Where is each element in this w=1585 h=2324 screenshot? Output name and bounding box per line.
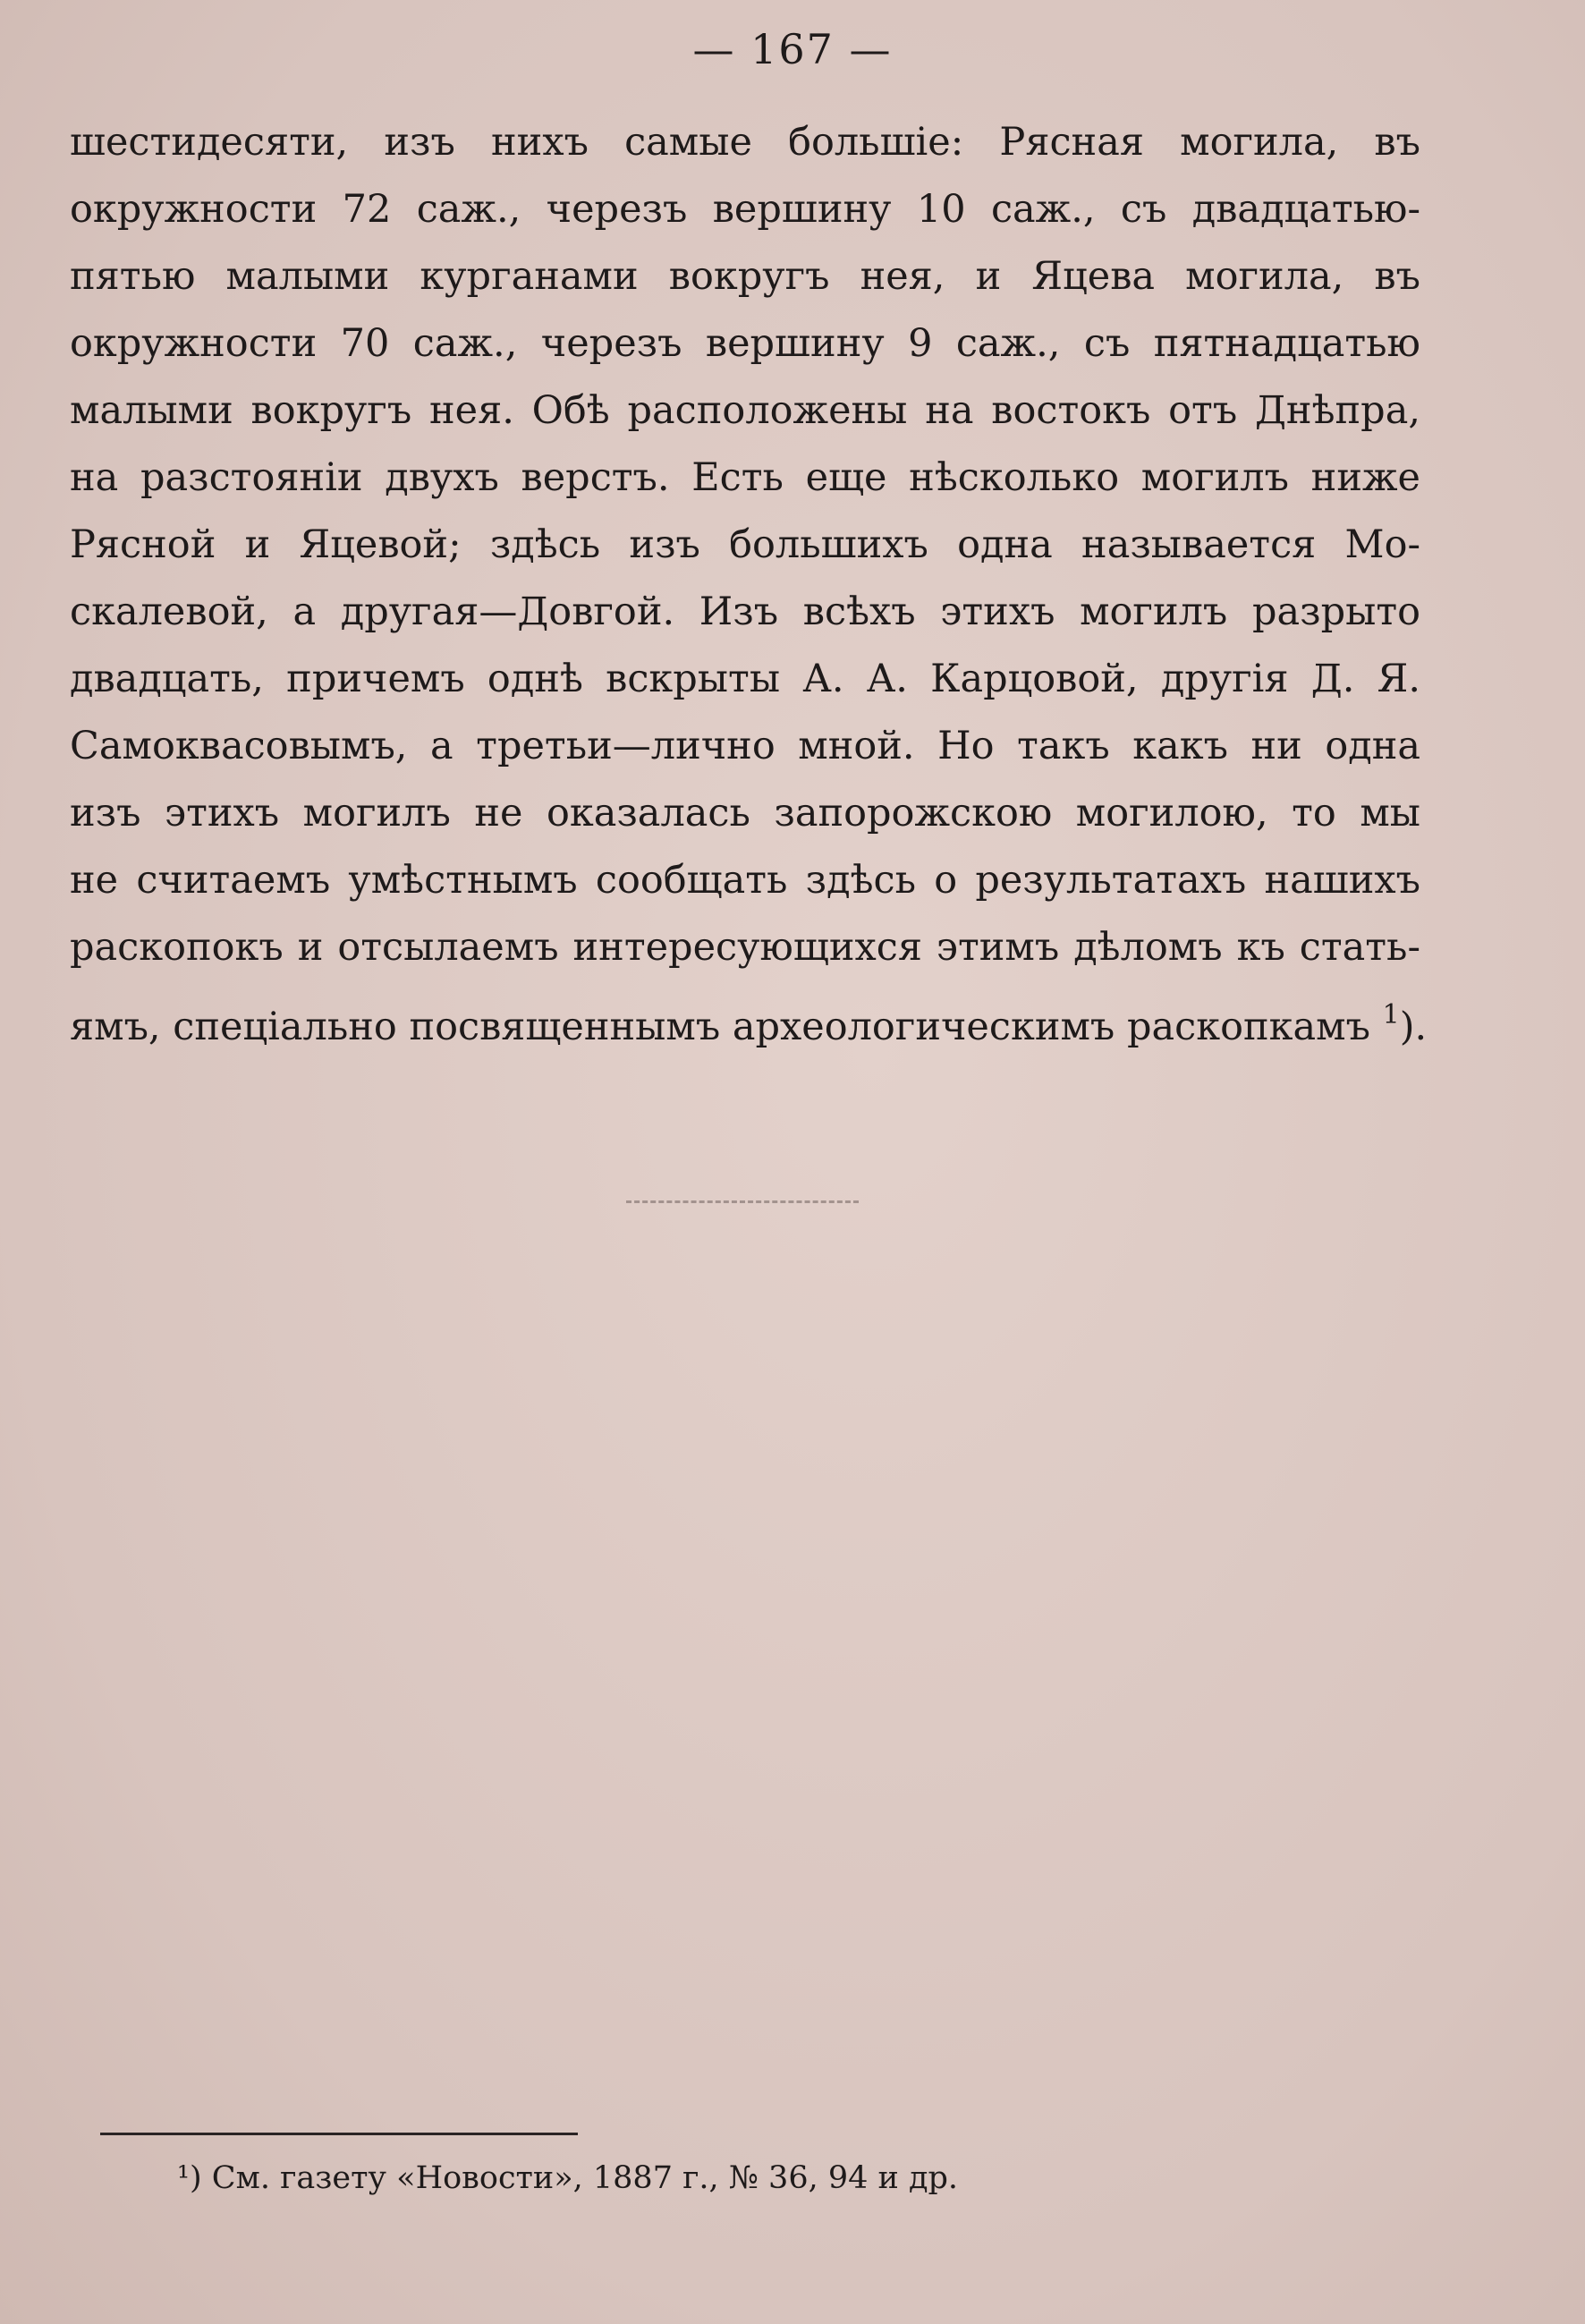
text-line: окружности 72 саж., черезъ вершину 10 саж., съ двадцатью- [70, 187, 1420, 232]
footnote: ¹) См. газету «Новости», 1887 г., № 36, 94 и др. [177, 2160, 959, 2196]
text-line-last [70, 981, 1428, 1049]
text-line: изъ этихъ могилъ не оказалась запорожскою могилою, то мы [70, 791, 1420, 835]
text-line: пятью малыми курганами вокругъ нея, и Яцева могила, въ [70, 254, 1420, 299]
text-line-content: ямъ, спеціально посвященнымъ археологическимъ раскопкамъ [70, 1005, 1370, 1049]
text-line: Самоквасовымъ, а третьи—лично мной. Но такъ какъ ни одна [70, 724, 1420, 768]
text-line: на разстояніи двухъ верстъ. Есть еще нѣсколько могилъ ниже [70, 455, 1420, 500]
text-line: скалевой, а другая—Довгой. Изъ всѣхъ этихъ могилъ разрыто [70, 589, 1420, 634]
text-line: раскопокъ и отсылаемъ интересующихся этимъ дѣломъ къ стать- [70, 925, 1420, 970]
footnote-reference-close: ). [1399, 1005, 1428, 1049]
page-number: — 167 — [692, 25, 893, 73]
footnote-rule [100, 2133, 578, 2135]
text-line: двадцать, причемъ однѣ вскрыты А. А. Карцовой, другія Д. Я. [70, 657, 1420, 701]
text-line: не считаемъ умѣстнымъ сообщать здѣсь о результатахъ нашихъ [70, 858, 1420, 903]
body-text [70, 109, 1428, 1049]
text-line: окружности 70 саж., черезъ вершину 9 саж., съ пятнадцатью [70, 321, 1420, 366]
text-line: шестидесяти, изъ нихъ самые большіе: Рясная могила, въ [70, 120, 1420, 165]
footnote-reference: 1 [1382, 999, 1400, 1031]
section-divider [626, 1200, 859, 1203]
text-line: малыми вокругъ нея. Обѣ расположены на востокъ отъ Днѣпра, [70, 388, 1420, 433]
text-line: Рясной и Яцевой; здѣсь изъ большихъ одна называется Мо- [70, 522, 1420, 567]
